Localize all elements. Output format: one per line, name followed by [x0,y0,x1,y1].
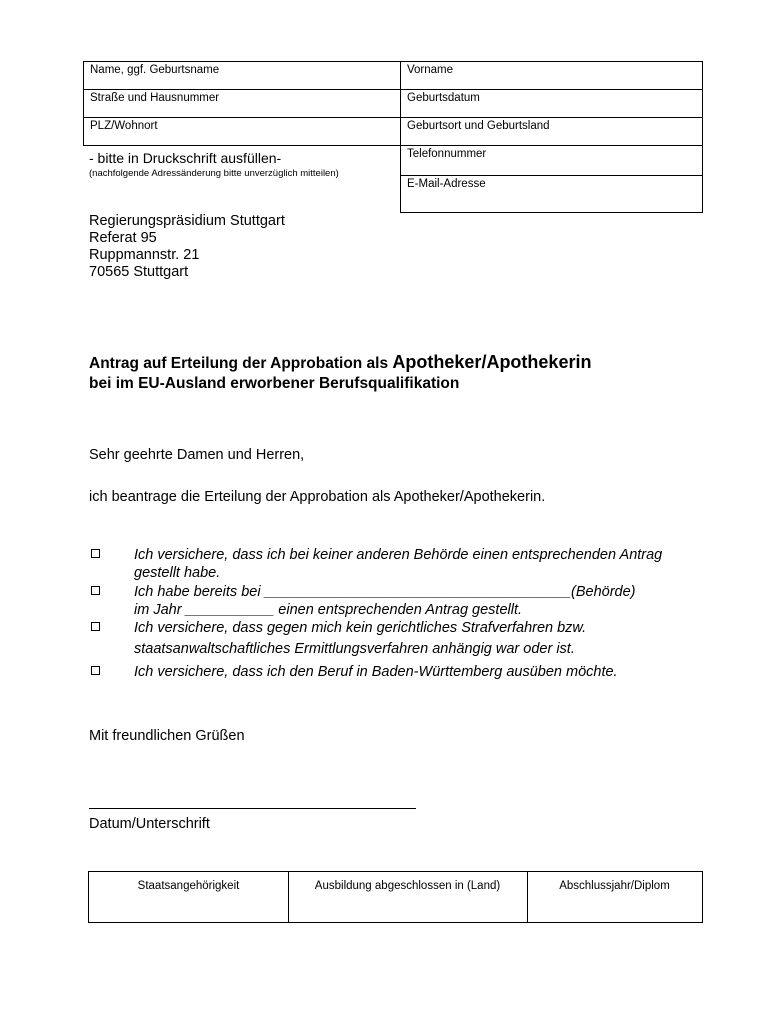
signature-label: Datum/Unterschrift [89,816,210,832]
vorname-field[interactable] [400,61,703,90]
document-title [89,352,591,394]
geburtsort-field[interactable] [400,117,703,146]
ausbildung-cell[interactable] [288,872,528,922]
email-field[interactable] [400,175,703,213]
abschlussjahr-cell[interactable] [527,872,702,922]
closing: Mit freundlichen Grüßen [89,728,245,744]
declaration-line: im Jahr ___________ einen entsprechenden Antrag gestellt. [134,602,523,618]
name-field[interactable] [83,61,401,90]
telefon-label: Telefonnummer [407,148,487,160]
druckschrift-label: - bitte in Druckschrift ausfüllen- [89,150,282,166]
declaration-2-checkbox[interactable] [91,586,100,595]
salutation: Sehr geehrte Damen und Herren, [89,447,305,463]
qualification-table [88,871,703,923]
declaration-3-text [134,619,586,658]
strasse-field[interactable] [83,89,401,118]
declaration-line: Ich versichere, dass ich den Beruf in Baden-Württemberg ausüben möchte. [134,664,618,680]
email-label: E-Mail-Adresse [407,178,486,190]
address-line: Ruppmannstr. 21 [89,247,200,263]
declaration-line: gestellt habe. [134,565,221,581]
plz-field[interactable] [83,117,401,146]
request-text: ich beantrage die Erteilung der Approbation als Apotheker/Apothekerin. [89,489,546,505]
vorname-label: Vorname [407,64,454,76]
telefon-field[interactable] [400,145,703,176]
declaration-4-checkbox[interactable] [91,666,100,675]
declaration-line: Ich habe bereits bei ______________________________________(Behörde) [134,584,636,600]
address-line: Regierungspräsidium Stuttgart [89,213,285,229]
title-line2: bei im EU-Ausland erworbener Berufsqualifikation [89,375,460,392]
declaration-line: Ich versichere, dass ich bei keiner anderen Behörde einen entsprechenden Antrag [134,547,663,563]
declaration-3-checkbox[interactable] [91,622,100,631]
strasse-label: Straße und Hausnummer [90,92,220,104]
title-part1: Antrag auf Erteilung der Approbation als [89,355,393,372]
geburtsdatum-field[interactable] [400,89,703,118]
staatsangehoerigkeit-cell[interactable] [89,872,289,922]
declaration-line: Ich versichere, dass gegen mich kein gerichtliches Strafverfahren bzw. [134,620,587,636]
plz-label: PLZ/Wohnort [90,120,158,132]
recipient-address [89,213,285,281]
staatsangehoerigkeit-label: Staatsangehörigkeit [137,880,240,892]
geburtsdatum-label: Geburtsdatum [407,92,480,104]
applicant-data-form [83,61,703,213]
declaration-4-text [134,663,618,681]
declaration-line: staatsanwaltschaftliches Ermittlungsverfahren anhängig war oder ist. [134,641,575,657]
declaration-1-text [134,546,662,582]
geburtsort-label: Geburtsort und Geburtsland [407,120,550,132]
abschlussjahr-label: Abschlussjahr/Diplom [559,880,670,892]
title-part1-large: Apotheker/Apothekerin [392,352,592,372]
druckschrift-hint [89,150,399,179]
declaration-2-text [134,583,636,619]
address-line: Referat 95 [89,230,157,246]
adresshinweis-label: (nachfolgende Adressänderung bitte unverzüglich mitteilen) [89,168,339,179]
ausbildung-label: Ausbildung abgeschlossen in (Land) [314,880,501,892]
address-line: 70565 Stuttgart [89,264,189,280]
name-label: Name, ggf. Geburtsname [90,64,220,76]
signature-line[interactable] [89,808,416,809]
declaration-1-checkbox[interactable] [91,549,100,558]
